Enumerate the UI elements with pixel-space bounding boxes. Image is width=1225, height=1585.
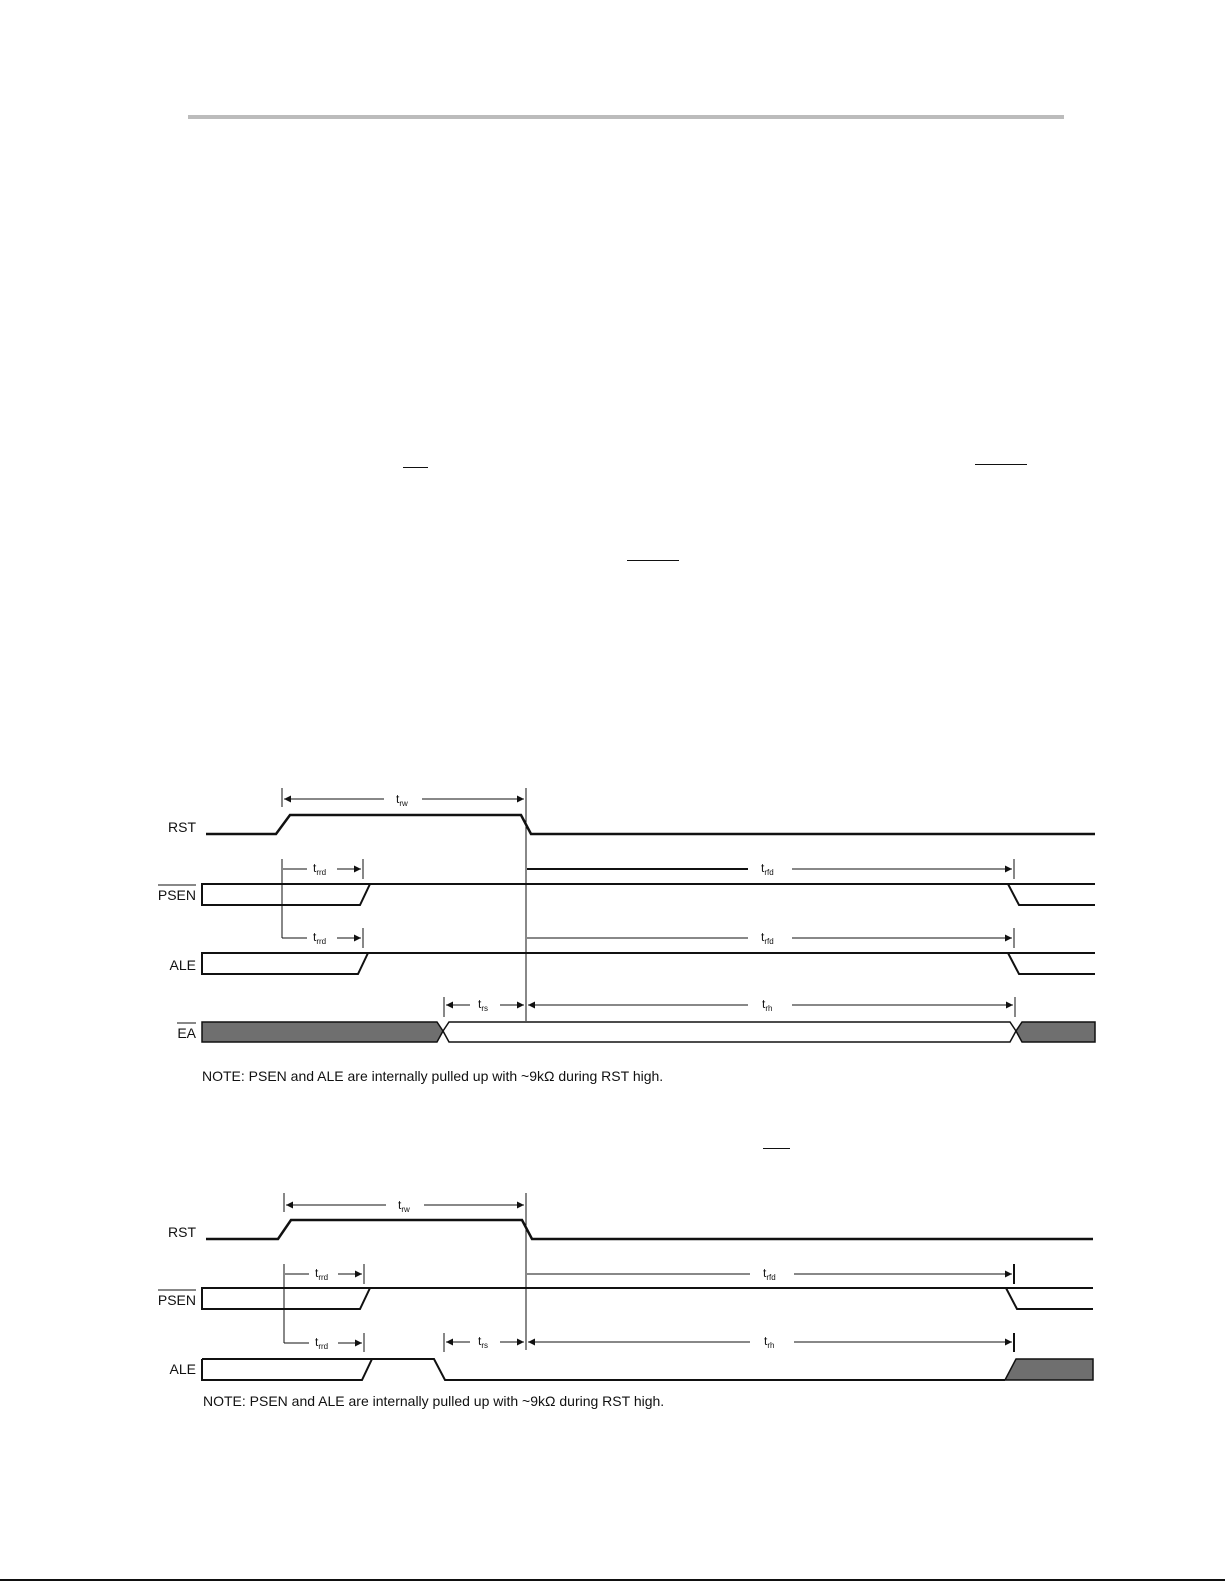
signal-label-rst: RST xyxy=(168,1224,196,1240)
signal-label-ale: ALE xyxy=(169,1361,196,1377)
signal-label-ea: EA xyxy=(177,1025,196,1041)
trrd-ale-label: $t_{rrd}$ xyxy=(313,930,327,946)
trh-label: $t_{rh}$ xyxy=(764,1334,775,1350)
diagram-note: NOTE: PSEN and ALE are internally pulled up with ~9kΩ during RST high. xyxy=(203,1393,665,1409)
overline-mark xyxy=(403,467,428,468)
trs-label: $t_{rs}$ xyxy=(478,997,489,1013)
rst-waveform xyxy=(206,815,1095,834)
trw-label: $t_{rw}$ xyxy=(398,1198,410,1214)
trfd-psen-label: $t_{rfd}$ xyxy=(763,1266,776,1282)
reset-timing-diagram-ea xyxy=(0,775,1225,1110)
overline-mark xyxy=(975,464,1027,465)
trrd-ale-label: $t_{rrd}$ xyxy=(315,1335,329,1351)
trfd-psen-label: $t_{rfd}$ xyxy=(761,861,774,877)
footer-rule xyxy=(0,1579,1225,1581)
overline-mark xyxy=(763,1148,790,1149)
trrd-psen-label: $t_{rrd}$ xyxy=(315,1266,329,1282)
psen-waveform-tail xyxy=(1008,884,1095,905)
overline-mark xyxy=(627,560,679,561)
psen-waveform xyxy=(202,1288,1093,1309)
diagram-note: NOTE: PSEN and ALE are internally pulled up with ~9kΩ during RST high. xyxy=(202,1068,664,1084)
signal-label-psen: PSEN xyxy=(157,1292,196,1308)
trrd-psen-label: $t_{rrd}$ xyxy=(313,861,327,877)
signal-label-rst: RST xyxy=(168,819,196,835)
ea-shaded-right xyxy=(1016,1022,1095,1042)
psen-waveform xyxy=(202,884,1095,905)
rst-waveform xyxy=(206,1220,1093,1239)
ale-waveform-tail xyxy=(1008,953,1095,974)
signal-label-psen: PSEN xyxy=(157,887,196,903)
reset-timing-diagram-ale xyxy=(0,1180,1225,1425)
trh-label: $t_{rh}$ xyxy=(762,997,773,1013)
trfd-ale-label: $t_{rfd}$ xyxy=(761,930,774,946)
psen-waveform-tail xyxy=(1006,1288,1093,1309)
trw-label: $t_{rw}$ xyxy=(396,792,408,808)
ale-shaded-right xyxy=(1005,1359,1093,1380)
ale-waveform xyxy=(202,1359,1005,1380)
ea-valid-window xyxy=(443,1022,1016,1042)
signal-label-ale: ALE xyxy=(169,957,196,973)
trs-label: $t_{rs}$ xyxy=(478,1334,489,1350)
ale-waveform xyxy=(202,953,1095,974)
header-rule xyxy=(188,115,1064,119)
ea-shaded-left xyxy=(202,1022,443,1042)
